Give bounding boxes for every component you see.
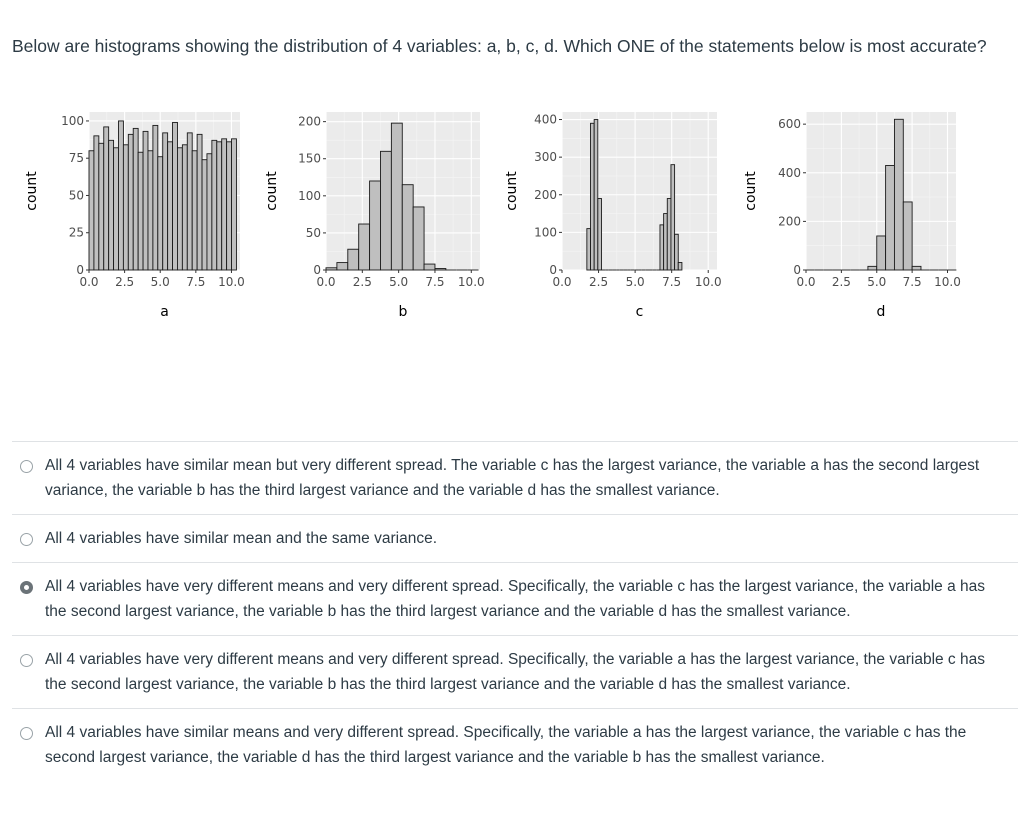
histogram-bar <box>163 133 168 270</box>
answer-list <box>12 441 1018 781</box>
x-tick-label: 0.0 <box>79 275 99 289</box>
histogram-bar <box>671 165 675 270</box>
x-tick-label: 5.0 <box>150 275 170 289</box>
y-tick-label: 200 <box>298 114 321 129</box>
histogram-bar <box>173 122 178 270</box>
histogram-c <box>504 100 768 340</box>
histogram-bar <box>133 128 138 270</box>
x-tick-label: 2.5 <box>115 275 135 289</box>
x-tick-label: 2.5 <box>831 275 851 289</box>
y-tick-label: 25 <box>68 225 84 240</box>
histogram-bar <box>207 154 212 270</box>
histogram-bar <box>104 127 109 270</box>
histogram-bar <box>424 264 435 270</box>
y-tick-label: 150 <box>298 151 321 166</box>
question-text: Below are histograms showing the distribution of 4 variables: a, b, c, d. Which ONE of the statements below is most accurate? <box>12 36 987 56</box>
answer-option-3[interactable] <box>12 562 1018 635</box>
answer-option-4[interactable] <box>12 635 1018 708</box>
radio-button-5[interactable] <box>20 727 33 740</box>
histogram-bar <box>391 123 402 270</box>
x-tick-label: 5.0 <box>389 275 409 289</box>
histogram-bar <box>675 234 679 270</box>
x-tick-label: 7.5 <box>186 275 206 289</box>
y-tick-label: 0 <box>313 263 321 277</box>
x-tick-label: 0.0 <box>552 275 572 289</box>
histogram-bar <box>359 224 370 270</box>
plot-panel <box>562 112 717 270</box>
y-axis-title: count <box>504 171 520 211</box>
radio-button-3[interactable] <box>20 581 33 594</box>
histogram-bar <box>123 145 128 270</box>
y-tick-label: 0 <box>549 263 557 277</box>
histogram-bar <box>594 120 598 270</box>
histogram-bar <box>217 142 222 270</box>
histogram-bar <box>667 199 671 270</box>
y-tick-label: 600 <box>778 117 801 132</box>
x-tick-label: 10.0 <box>694 275 722 289</box>
radio-button-1[interactable] <box>20 460 33 473</box>
histogram-a <box>0 100 256 340</box>
histogram-bar <box>664 214 668 270</box>
histogram-bar <box>587 229 591 270</box>
histogram-bar <box>143 131 148 270</box>
histogram-bar <box>591 123 595 270</box>
histogram-panel <box>0 100 1024 340</box>
x-axis-title: d <box>876 304 886 320</box>
histogram-bar <box>177 148 182 270</box>
x-tick-label: 7.5 <box>902 275 922 289</box>
answer-text-4: All 4 variables have very different means and very different spread. Specifically, the variable a has the largest variance, the variable c has the second largest variance, the variable b has the third largest variance and the variable d has the smallest variance. <box>45 651 985 693</box>
answer-option-1[interactable] <box>12 441 1018 514</box>
histogram-bar <box>435 269 446 270</box>
y-axis-title: count <box>264 171 280 211</box>
histogram-bar <box>598 199 602 270</box>
histogram-bar <box>99 143 104 270</box>
histogram-bar <box>192 151 197 270</box>
answer-option-5[interactable] <box>12 708 1018 781</box>
y-tick-label: 100 <box>534 225 557 240</box>
histogram-bar <box>94 136 99 270</box>
x-tick-label: 10.0 <box>218 275 245 289</box>
y-axis-title: count <box>24 171 40 211</box>
histogram-bar <box>153 125 158 270</box>
histogram-bar <box>128 134 133 270</box>
histogram-d <box>743 100 1024 340</box>
x-tick-label: 0.0 <box>316 275 336 289</box>
y-tick-label: 200 <box>778 214 801 229</box>
histogram-bar <box>109 140 114 270</box>
y-tick-label: 100 <box>61 113 84 128</box>
y-tick-label: 75 <box>68 151 84 166</box>
histogram-bar <box>868 266 877 270</box>
answer-text-1: All 4 variables have similar mean but very different spread. The variable c has the largest variance, the variable a has the second largest variance, the variable b has the third largest variance and the variable d has the smallest variance. <box>45 457 980 499</box>
histogram-bar <box>89 151 94 270</box>
x-tick-label: 10.0 <box>457 275 485 289</box>
y-tick-label: 0 <box>793 263 801 277</box>
x-tick-label: 7.5 <box>662 275 682 289</box>
y-tick-label: 50 <box>305 225 321 240</box>
histogram-bar <box>197 134 202 270</box>
answer-text-5: All 4 variables have similar means and very different spread. Specifically, the variable a has the largest variance, the variable c has the second largest variance, the variable d has the third largest variance and the variable b has the smallest variance. <box>45 724 967 766</box>
histogram-bar <box>202 160 207 270</box>
y-tick-label: 200 <box>534 187 557 202</box>
histogram-bar <box>886 165 895 270</box>
answer-text-3: All 4 variables have very different means and very different spread. Specifically, the variable c has the largest variance, the variable a has the second largest variance, the variable b has the third largest variance and the variable d has the smallest variance. <box>45 578 985 620</box>
y-tick-label: 300 <box>534 150 557 165</box>
histogram-bar <box>114 148 119 270</box>
histogram-bar <box>227 142 232 270</box>
x-axis-title: c <box>635 304 644 320</box>
histogram-bar <box>903 202 912 270</box>
histogram-bar <box>148 151 153 270</box>
histogram-bar <box>337 263 348 270</box>
x-tick-label: 7.5 <box>425 275 445 289</box>
histogram-bar <box>212 140 217 270</box>
histogram-bar <box>168 142 173 270</box>
histogram-bar <box>912 266 921 270</box>
histogram-bar <box>660 225 664 270</box>
histogram-bar <box>413 207 424 270</box>
histogram-bar <box>182 145 187 270</box>
y-axis-title: count <box>743 171 759 211</box>
histogram-bar <box>348 249 359 270</box>
answer-text-2: All 4 variables have similar mean and the same variance. <box>45 530 437 547</box>
y-tick-label: 50 <box>68 188 84 203</box>
histogram-bar <box>326 268 337 270</box>
x-tick-label: 5.0 <box>625 275 645 289</box>
histogram-bar <box>380 151 391 270</box>
y-tick-label: 400 <box>778 165 801 180</box>
histogram-bar <box>222 139 227 270</box>
x-axis-title: b <box>398 304 408 320</box>
histogram-b <box>256 100 512 340</box>
x-tick-label: 2.5 <box>589 275 609 289</box>
y-tick-label: 0 <box>76 263 84 277</box>
histogram-bar <box>370 181 381 270</box>
radio-button-4[interactable] <box>20 654 33 667</box>
histogram-bar <box>158 157 163 270</box>
histogram-bar <box>187 133 192 270</box>
histogram-bar <box>894 119 903 270</box>
histogram-bar <box>118 121 123 270</box>
histogram-bar <box>678 262 682 270</box>
x-tick-label: 2.5 <box>352 275 372 289</box>
x-tick-label: 10.0 <box>934 275 961 289</box>
y-tick-label: 400 <box>534 112 557 127</box>
answer-option-2[interactable] <box>12 514 1018 562</box>
radio-button-2[interactable] <box>20 533 33 546</box>
histogram-bar <box>232 139 237 270</box>
x-axis-title: a <box>160 304 169 320</box>
y-tick-label: 100 <box>298 188 321 203</box>
x-tick-label: 0.0 <box>796 275 816 289</box>
histogram-bar <box>877 236 886 270</box>
x-tick-label: 5.0 <box>867 275 887 289</box>
histogram-bar <box>402 185 413 270</box>
histogram-bar <box>138 152 143 270</box>
